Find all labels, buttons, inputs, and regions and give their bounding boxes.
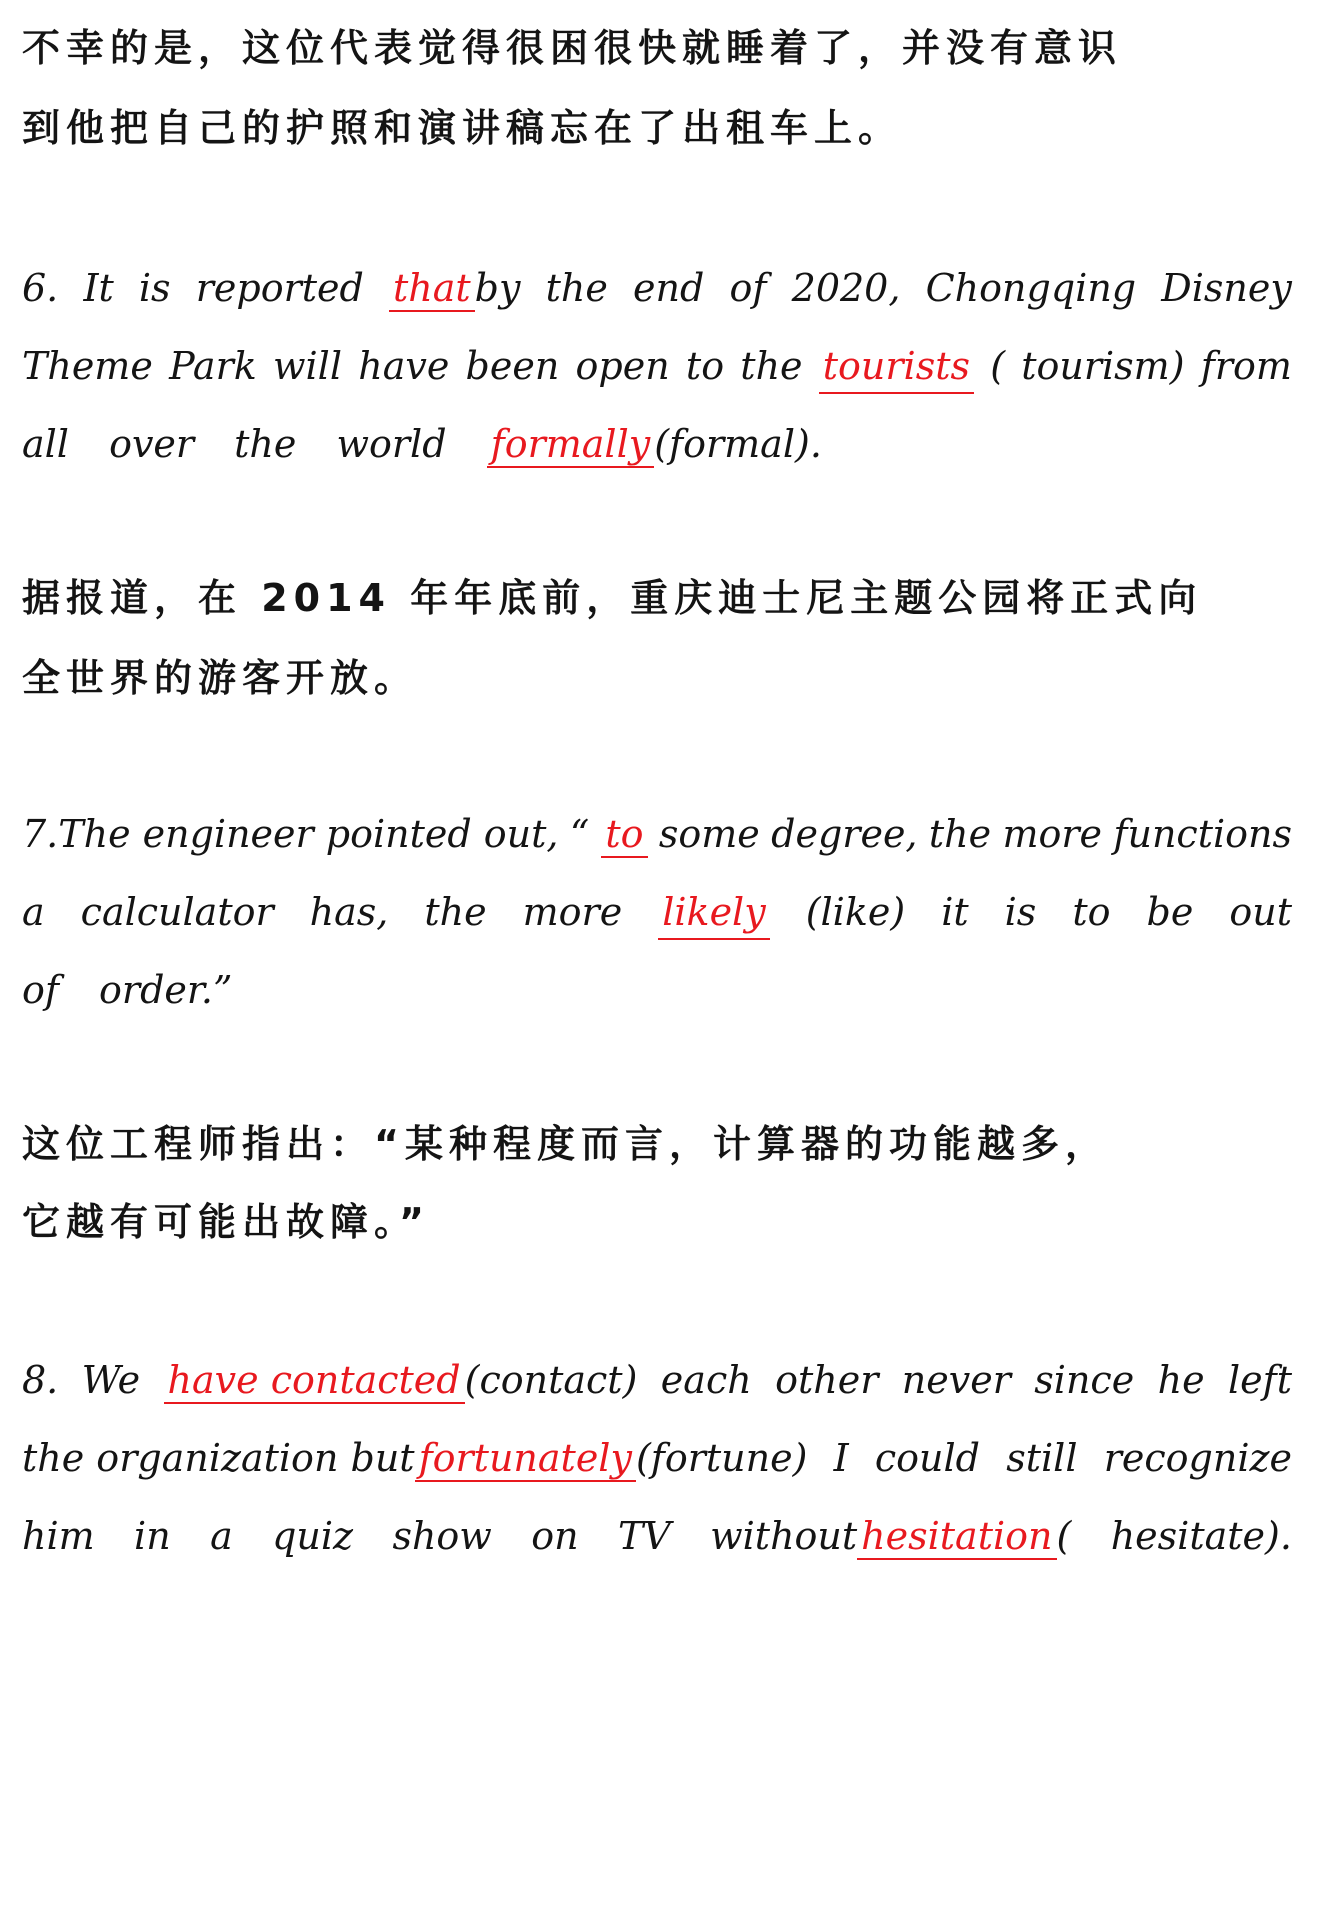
word: reported xyxy=(195,266,364,310)
q6-answer-2: tourists xyxy=(819,340,974,394)
q6-translation-line-2: 全世界的游客开放。 xyxy=(22,656,419,700)
q8-line-3 xyxy=(22,1510,1292,1562)
word: some xyxy=(658,812,760,856)
word: recognize xyxy=(1103,1436,1292,1480)
q6-answer-1: that xyxy=(389,266,475,312)
word: has, xyxy=(309,890,389,934)
word: to xyxy=(1072,890,1111,934)
word: on xyxy=(531,1514,579,1558)
q5-translation-line-1: 不幸的是，这位代表觉得很困很快就睡着了，并没有意识 xyxy=(22,26,1123,70)
word: tourism) xyxy=(1021,344,1185,388)
word: the xyxy=(545,266,608,310)
word: degree, xyxy=(771,812,918,856)
word: ( xyxy=(990,344,1006,388)
q7-translation-line-2: 它越有可能出故障。” xyxy=(22,1200,430,1244)
q7-line-3 xyxy=(22,964,1292,1016)
word: him xyxy=(22,1514,95,1558)
word: We xyxy=(81,1358,141,1402)
word: of xyxy=(729,266,767,310)
q7-line-2 xyxy=(22,886,1292,940)
word: left xyxy=(1227,1358,1292,1402)
q8-answer-1: have contacted xyxy=(164,1358,465,1404)
word: more xyxy=(522,890,623,934)
word: Chongqing xyxy=(925,266,1137,310)
q8-line-2 xyxy=(22,1432,1292,1484)
word: 2020, xyxy=(791,266,901,310)
q8-line-1 xyxy=(22,1354,1292,1406)
q7-line-1 xyxy=(22,808,1292,860)
word: world xyxy=(336,422,447,466)
word: to xyxy=(685,344,725,388)
word: (fortune) xyxy=(635,1436,808,1480)
word: be xyxy=(1146,890,1194,934)
word: show xyxy=(392,1514,492,1558)
word: the xyxy=(424,890,487,934)
word: other xyxy=(775,1358,879,1402)
q6-line-2 xyxy=(22,340,1292,394)
q5-translation-line-2: 到他把自己的护照和演讲稿忘在了出租车上。 xyxy=(22,106,903,150)
q8-number: 8. xyxy=(22,1358,59,1402)
word: I xyxy=(833,1436,849,1480)
q6-line-1 xyxy=(22,262,1292,314)
word: more xyxy=(1002,812,1103,856)
word: (contact) xyxy=(464,1358,638,1402)
word: It xyxy=(83,266,114,310)
word: never xyxy=(901,1358,1011,1402)
word: (like) xyxy=(805,890,906,934)
word: TV xyxy=(617,1514,671,1558)
q8-answer-2: fortunately xyxy=(415,1436,636,1482)
word: by xyxy=(474,266,521,310)
word: calculator xyxy=(80,890,274,934)
word: Park xyxy=(169,344,257,388)
word: will xyxy=(273,344,342,388)
word: a xyxy=(22,890,45,934)
word: over xyxy=(109,422,195,466)
word: have xyxy=(358,344,450,388)
word: been xyxy=(465,344,560,388)
word: end xyxy=(633,266,705,310)
word: Disney xyxy=(1161,266,1292,310)
word: it xyxy=(941,890,969,934)
word: each xyxy=(660,1358,752,1402)
q8-lead: the organization but xyxy=(22,1436,415,1480)
word: Theme xyxy=(22,344,153,388)
open-quote: “ xyxy=(569,812,590,856)
word: all xyxy=(22,422,69,466)
word: he xyxy=(1157,1358,1205,1402)
word: functions xyxy=(1113,812,1292,856)
word: hesitate). xyxy=(1110,1514,1292,1558)
word: quiz xyxy=(272,1514,354,1558)
word: (formal). xyxy=(654,422,822,466)
word: still xyxy=(1006,1436,1078,1480)
q6-answer-3: formally xyxy=(487,422,655,468)
q6-number: 6. xyxy=(22,266,59,310)
word: in xyxy=(134,1514,171,1558)
word: open xyxy=(575,344,670,388)
q7-translation-line-1: 这位工程师指出：“某种程度而言，计算器的功能越多， xyxy=(22,1122,1109,1166)
word: from xyxy=(1200,344,1292,388)
word: the xyxy=(740,344,803,388)
q6-line-3 xyxy=(22,418,1292,470)
q8-answer-3: hesitation xyxy=(857,1514,1056,1560)
word: could xyxy=(874,1436,981,1480)
q7-answer-1: to xyxy=(601,812,647,858)
word: without xyxy=(710,1514,858,1558)
word: out xyxy=(1229,890,1292,934)
word: the xyxy=(234,422,297,466)
word: the xyxy=(928,812,992,856)
word: is xyxy=(138,266,171,310)
word: a xyxy=(210,1514,233,1558)
word: is xyxy=(1004,890,1037,934)
word: ( xyxy=(1056,1514,1072,1558)
q6-translation-line-1: 据报道，在 2014 年年底前，重庆迪士尼主题公园将正式向 xyxy=(22,576,1203,620)
word: since xyxy=(1034,1358,1135,1402)
word: of xyxy=(22,968,59,1012)
q7-lead: 7.The engineer pointed out, xyxy=(22,812,559,856)
word: order.” xyxy=(99,968,233,1012)
q7-answer-2: likely xyxy=(658,886,769,940)
